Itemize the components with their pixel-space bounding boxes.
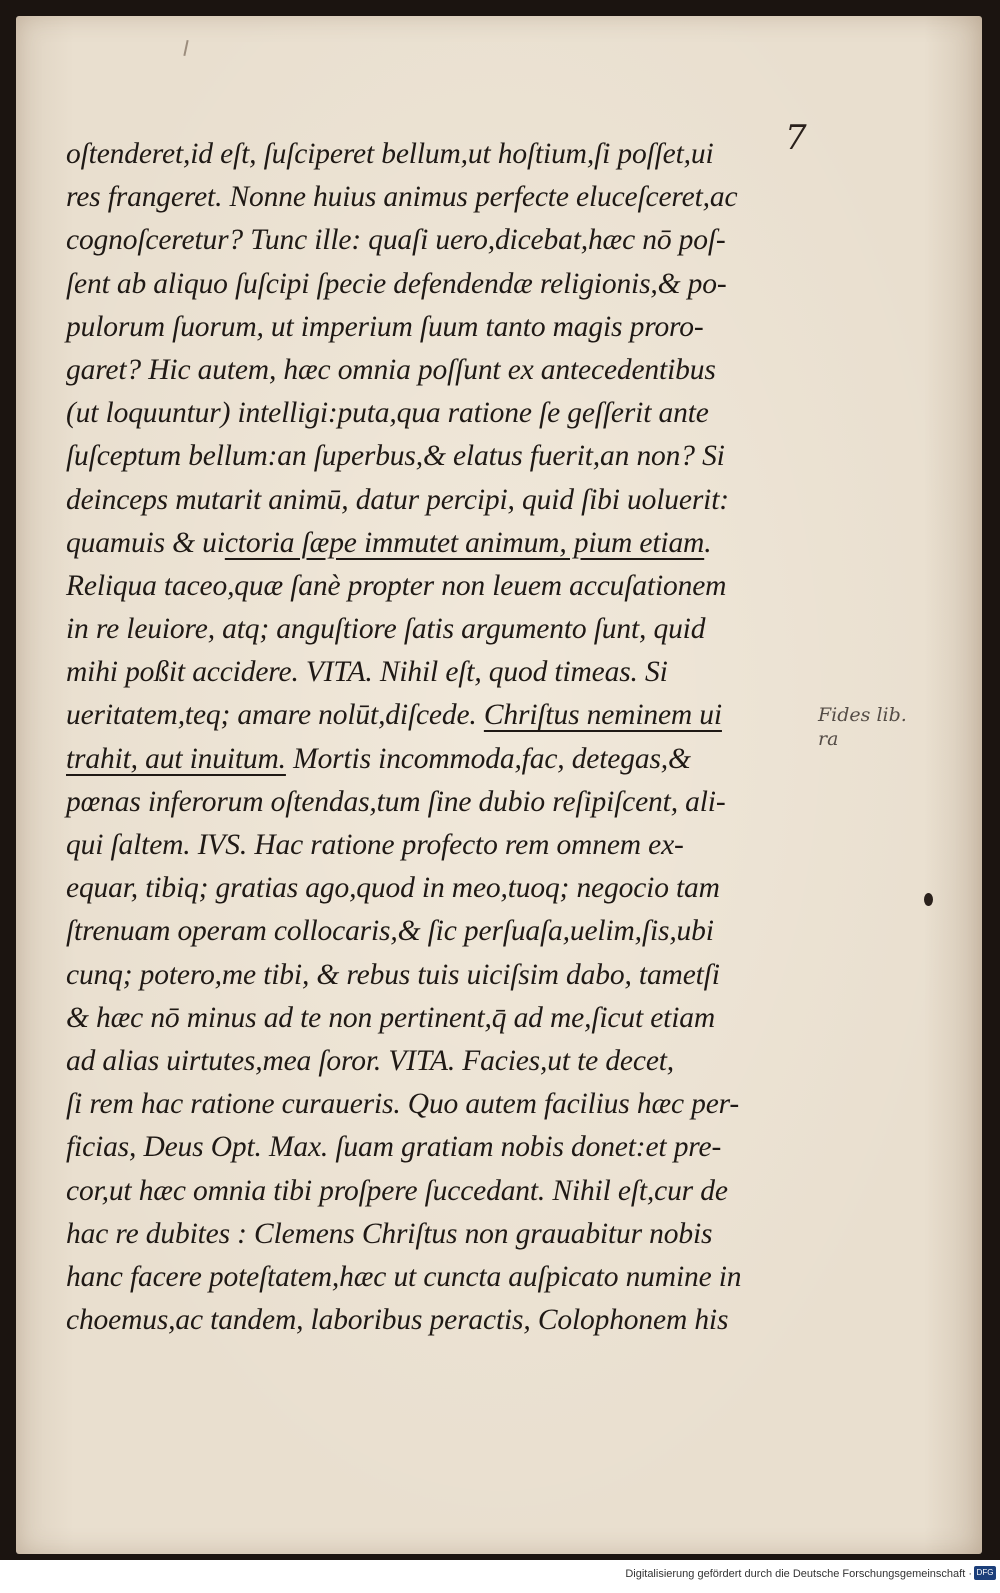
line-text: ſtrenuam operam collocaris,& ſic perſuaſa,uelim,ſis,ubi xyxy=(66,915,714,948)
line-text: pœnas inferorum oſtendas,tum ſine dubio reſipiſcent, ali- xyxy=(66,785,726,818)
line-text: cognoſceretur? Tunc ille: quaſi uero,dicebat,hæc nō poſ- xyxy=(66,224,726,257)
line-text: pulorum ſuorum, ut imperium ſuum tanto magis proro- xyxy=(66,310,704,343)
line-text: cor,ut hæc omnia tibi proſpere ſuccedant. Nihil eſt,cur de xyxy=(66,1174,728,1207)
line-text: qui ſaltem. IVS. Hac ratione profecto rem omnem ex- xyxy=(66,829,684,861)
folio-number: 7 xyxy=(785,118,807,158)
line-text: ad alias uirtutes,mea ſoror. VITA. Facies,ut te decet, xyxy=(66,1044,675,1077)
text-line xyxy=(66,522,836,565)
page-text xyxy=(66,133,836,1342)
line-text: res frangeret. Nonne huius animus perfecte eluceſceret,ac xyxy=(66,181,738,214)
text-line xyxy=(66,738,836,781)
text-line xyxy=(66,392,836,435)
line-text: ueritatem,teq; amare nolūt,diſcede. xyxy=(66,699,484,732)
text-line xyxy=(66,1170,836,1213)
line-text: quamuis & ui xyxy=(66,526,225,559)
text-line xyxy=(66,1213,836,1256)
line-text: mihi poßit accidere. VITA. Nihil eſt, quod timeas. Si xyxy=(66,656,668,689)
line-text: Reliqua taceo,quæ ſanè propter non leuem accuſationem xyxy=(66,569,727,602)
text-line xyxy=(66,651,836,694)
line-text: deinceps mutarit animū, datur percipi, quid ſibi uoluerit: xyxy=(66,483,729,516)
dfg-logo: DFG xyxy=(974,1566,996,1580)
line-text: in re leuiore, atq; anguſtiore ſatis argumento ſunt, quid xyxy=(66,613,706,646)
text-line xyxy=(66,867,836,910)
text-line xyxy=(66,219,836,262)
underlined-passage: ctoria ſæpe immutet animum, pium etiam xyxy=(224,526,705,559)
text-line xyxy=(66,608,836,651)
line-text: oſtenderet,id eſt, ſuſciperet bellum,ut hoſtium,ſi poſſet,ui xyxy=(66,138,714,170)
line-text: garet? Hic autem, hæc omnia poſſunt ex antecedentibus xyxy=(66,353,716,386)
line-text: hac re dubites : Clemens Chriſtus non grauabitur nobis xyxy=(66,1217,713,1250)
line-text: & hæc nō minus ad te non pertinent,q̄ ad me,ſicut etiam xyxy=(66,1001,716,1034)
text-line xyxy=(66,997,836,1040)
line-text: Mortis incommoda,fac, detegas,& xyxy=(285,742,691,775)
ink-blot xyxy=(924,893,933,906)
line-text: ſent ab aliquo ſuſcipi ſpecie defendendæ religionis,& po- xyxy=(66,267,727,300)
line-text: . xyxy=(704,526,712,559)
line-text: ſi rem hac ratione curaueris. Quo autem facilius hæc per- xyxy=(66,1088,740,1121)
text-line xyxy=(66,954,836,997)
line-text: ficias, Deus Opt. Max. ſuam gratiam nobis donet:et pre- xyxy=(66,1131,722,1164)
text-line xyxy=(66,1083,836,1126)
text-line xyxy=(66,910,836,953)
line-text: hanc facere poteſtatem,hæc ut cuncta auſpicato numine in xyxy=(66,1260,742,1293)
text-line xyxy=(66,1040,836,1083)
line-text: (ut loquuntur) intelligi:puta,qua ratione ſe geſſerit ante xyxy=(66,397,709,430)
line-text: equar, tibiq; gratias ago,quod in meo,tuoq; negocio tam xyxy=(66,872,720,905)
text-line xyxy=(66,1126,836,1169)
text-line xyxy=(66,1299,836,1342)
text-line xyxy=(66,1256,836,1299)
text-line xyxy=(66,349,836,392)
underlined-passage: trahit, aut inuitum. xyxy=(66,742,286,775)
line-text: choemus,ac tandem, laboribus peractis, Colophonem his xyxy=(66,1304,729,1337)
line-text: cunq; potero,me tibi, & rebus tuis uiciſsim dabo, tametſi xyxy=(66,958,720,991)
text-line xyxy=(66,781,836,824)
margin-note-line: ra xyxy=(818,728,839,750)
text-line xyxy=(66,435,836,478)
funding-credit: Digitalisierung gefördert durch die Deutsche Forschungsgemeinschaft · xyxy=(625,1568,972,1580)
margin-note xyxy=(818,703,907,751)
text-line xyxy=(66,824,836,867)
text-line xyxy=(66,176,836,219)
text-line xyxy=(66,306,836,349)
line-text: ſuſceptum bellum:an ſuperbus,& elatus fuerit,an non? Si xyxy=(66,440,725,473)
text-line xyxy=(66,263,836,306)
text-line xyxy=(66,565,836,608)
margin-note-line: Fides lib. xyxy=(818,704,907,726)
text-line xyxy=(66,479,836,522)
text-line xyxy=(66,133,836,176)
text-line xyxy=(66,694,836,737)
digitization-footer xyxy=(0,1560,1000,1593)
underlined-passage: Chriſtus neminem ui xyxy=(483,699,722,732)
